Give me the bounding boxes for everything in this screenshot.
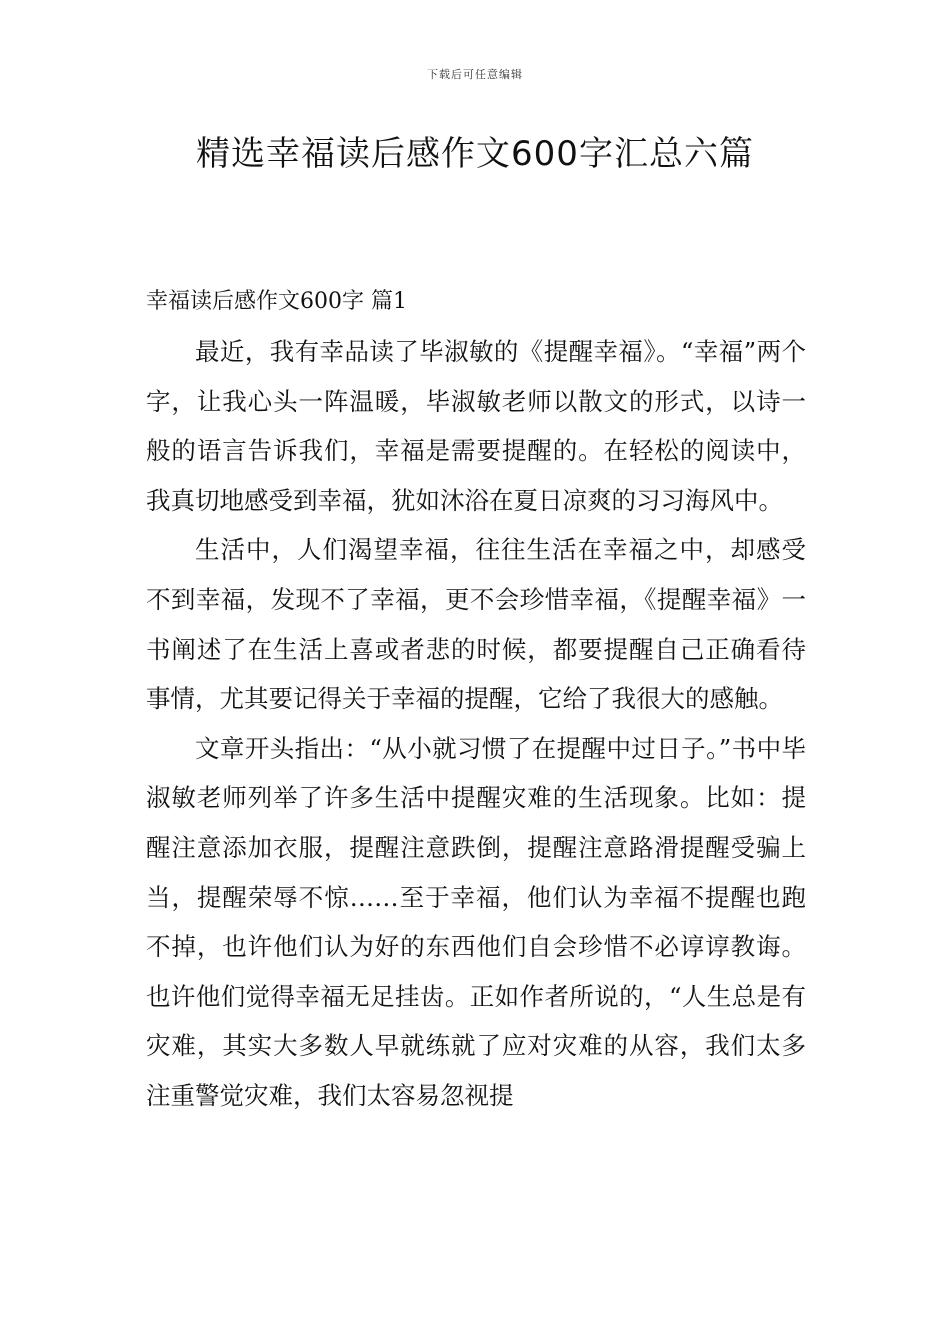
article-body	[146, 327, 806, 1121]
section-heading: 幸福读后感作文600字 篇1	[146, 289, 407, 314]
document-title: 精选幸福读后感作文600字汇总六篇	[196, 134, 754, 174]
paragraph: 最近，我有幸品读了毕淑敏的《提醒幸福》。“幸福”两个字，让我心头一阵温暖，毕淑敏老师以散文的形式，以诗一般的语言告诉我们，幸福是需要提醒的。在轻松的阅读中，我真切地感受到幸福，犹如沐浴在夏日凉爽的习习海风中。	[146, 337, 806, 515]
paragraph: 文章开头指出：“从小就习惯了在提醒中过日子。”书中毕淑敏老师列举了许多生活中提醒灾难的生活现象。比如：提醒注意添加衣服，提醒注意跌倒，提醒注意路滑提醒受骗上当，提醒荣辱不惊……至于幸福，他们认为幸福不提醒也跑不掉，也许他们认为好的东西他们自会珍惜不必谆谆教诲。也许他们觉得幸福无足挂齿。正如作者所说的，“人生总是有灾难，其实大多数人早就练就了应对灾难的从容，我们太多注重警觉灾难，我们太容易忽视提	[146, 733, 806, 1110]
paragraph: 生活中，人们渴望幸福，往往生活在幸福之中，却感受不到幸福，发现不了幸福，更不会珍惜幸福，《提醒幸福》一书阐述了在生活上喜或者悲的时候，都要提醒自己正确看待事情，尤其要记得关于幸福的提醒，它给了我很大的感触。	[146, 535, 806, 714]
download-note: 下载后可任意编辑	[427, 68, 523, 81]
